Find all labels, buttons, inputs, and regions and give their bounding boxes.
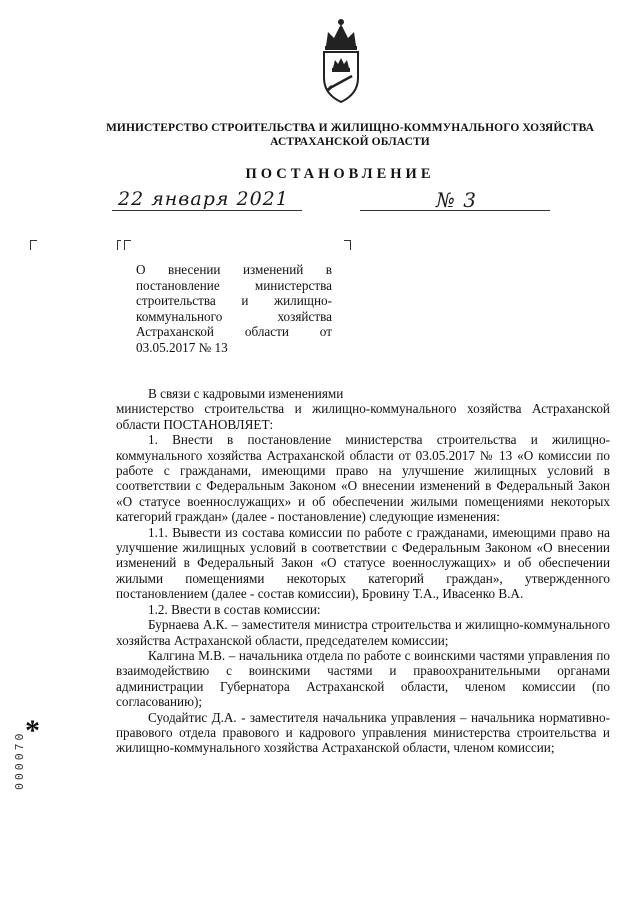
handwritten-number: № 3: [436, 188, 478, 212]
corner-mark-subject-left: [124, 240, 131, 250]
intro-line: В связи с кадровыми изменениями: [148, 386, 344, 401]
number-underline: [360, 210, 550, 211]
subject-line: О внесении изменений в: [136, 262, 332, 277]
subject-line: коммунального хозяйства: [136, 308, 332, 324]
margin-stamp-number: 000070: [14, 730, 27, 790]
corner-mark-subject-right: [344, 240, 351, 250]
handwritten-date: 22 января 2021: [118, 188, 289, 210]
subject-line: 03.05.2017 № 13: [136, 339, 228, 355]
astrakhan-coat-of-arms-icon: [318, 16, 364, 106]
margin-star: *: [25, 714, 40, 747]
intro-decree: министерство строительства и жилищно-коммунального хозяйства Астраханской области ПОСТАНОВЛЯЕТ:: [116, 401, 610, 432]
subject-line: постановление министерства: [136, 277, 332, 293]
paragraph-1-2: 1.2. Ввести в состав комиссии:: [148, 601, 321, 617]
document-body: [116, 386, 610, 756]
ministry-name-line2: АСТРАХАНСКОЙ ОБЛАСТИ: [270, 136, 430, 148]
corner-mark-left: [30, 240, 37, 250]
subject-line: строительства и жилищно-: [136, 293, 332, 309]
date-underline: [112, 210, 302, 211]
member-suodaitis: Суодайтис Д.А. - заместителя начальника управления – начальника нормативно-правового отдела правового и кадрового управления министерства строительства и жилищно-коммунального хозяйства Астраханской области, членом комиссии;: [116, 709, 610, 756]
paragraph-1: 1. Внести в постановление министерства строительства и жилищно-коммунального хозяйства Астраханской области от 03.05.2017 № 13 «О комиссии по работе с гражданами, имеющими право на улучшение жилищных условий в соответствии с Федеральным Законом «О внесении изменений в Федеральный Закон «О статусе военнослужащих» и об обеспечении жилыми помещениями некоторых категорий граждан» (далее - постановление) следующие изменения:: [116, 432, 610, 525]
member-kalgin: Калгина М.В. – начальника отдела по работе с воинскими частями управления по взаимодействию с воинскими частями и правоохранительными органами администрации Губернатора Астраханской области, членом комиссии (по согласованию);: [116, 647, 610, 710]
ministry-name-line1: МИНИСТЕРСТВО СТРОИТЕЛЬСТВА И ЖИЛИЩНО-КОММУНАЛЬНОГО ХОЗЯЙСТВА: [105, 122, 595, 134]
subject-line: Астраханской области от: [136, 324, 332, 340]
corner-mark-subject-tick: [117, 240, 121, 250]
document-subject: [136, 262, 332, 356]
paragraph-1-1: 1.1. Вывести из состава комиссии по работе с гражданами, имеющими право на улучшение жилищных условий в соответствии с Федеральным Законом «О внесении изменений в Федеральный Закон «О статусе военнослужащих» и об обеспечении жилыми помещениями некоторых категорий граждан», утвержденного постановлением (далее - состав комиссии), Бровину Т.А., Ивасенко В.А.: [116, 524, 610, 602]
member-burnaeva: Бурнаева А.К. – заместителя министра строительства и жилищно-коммунального хозяйства Астраханской области, председателем комиссии;: [116, 617, 610, 648]
document-type-title: ПОСТАНОВЛЕНИЕ: [245, 166, 435, 182]
